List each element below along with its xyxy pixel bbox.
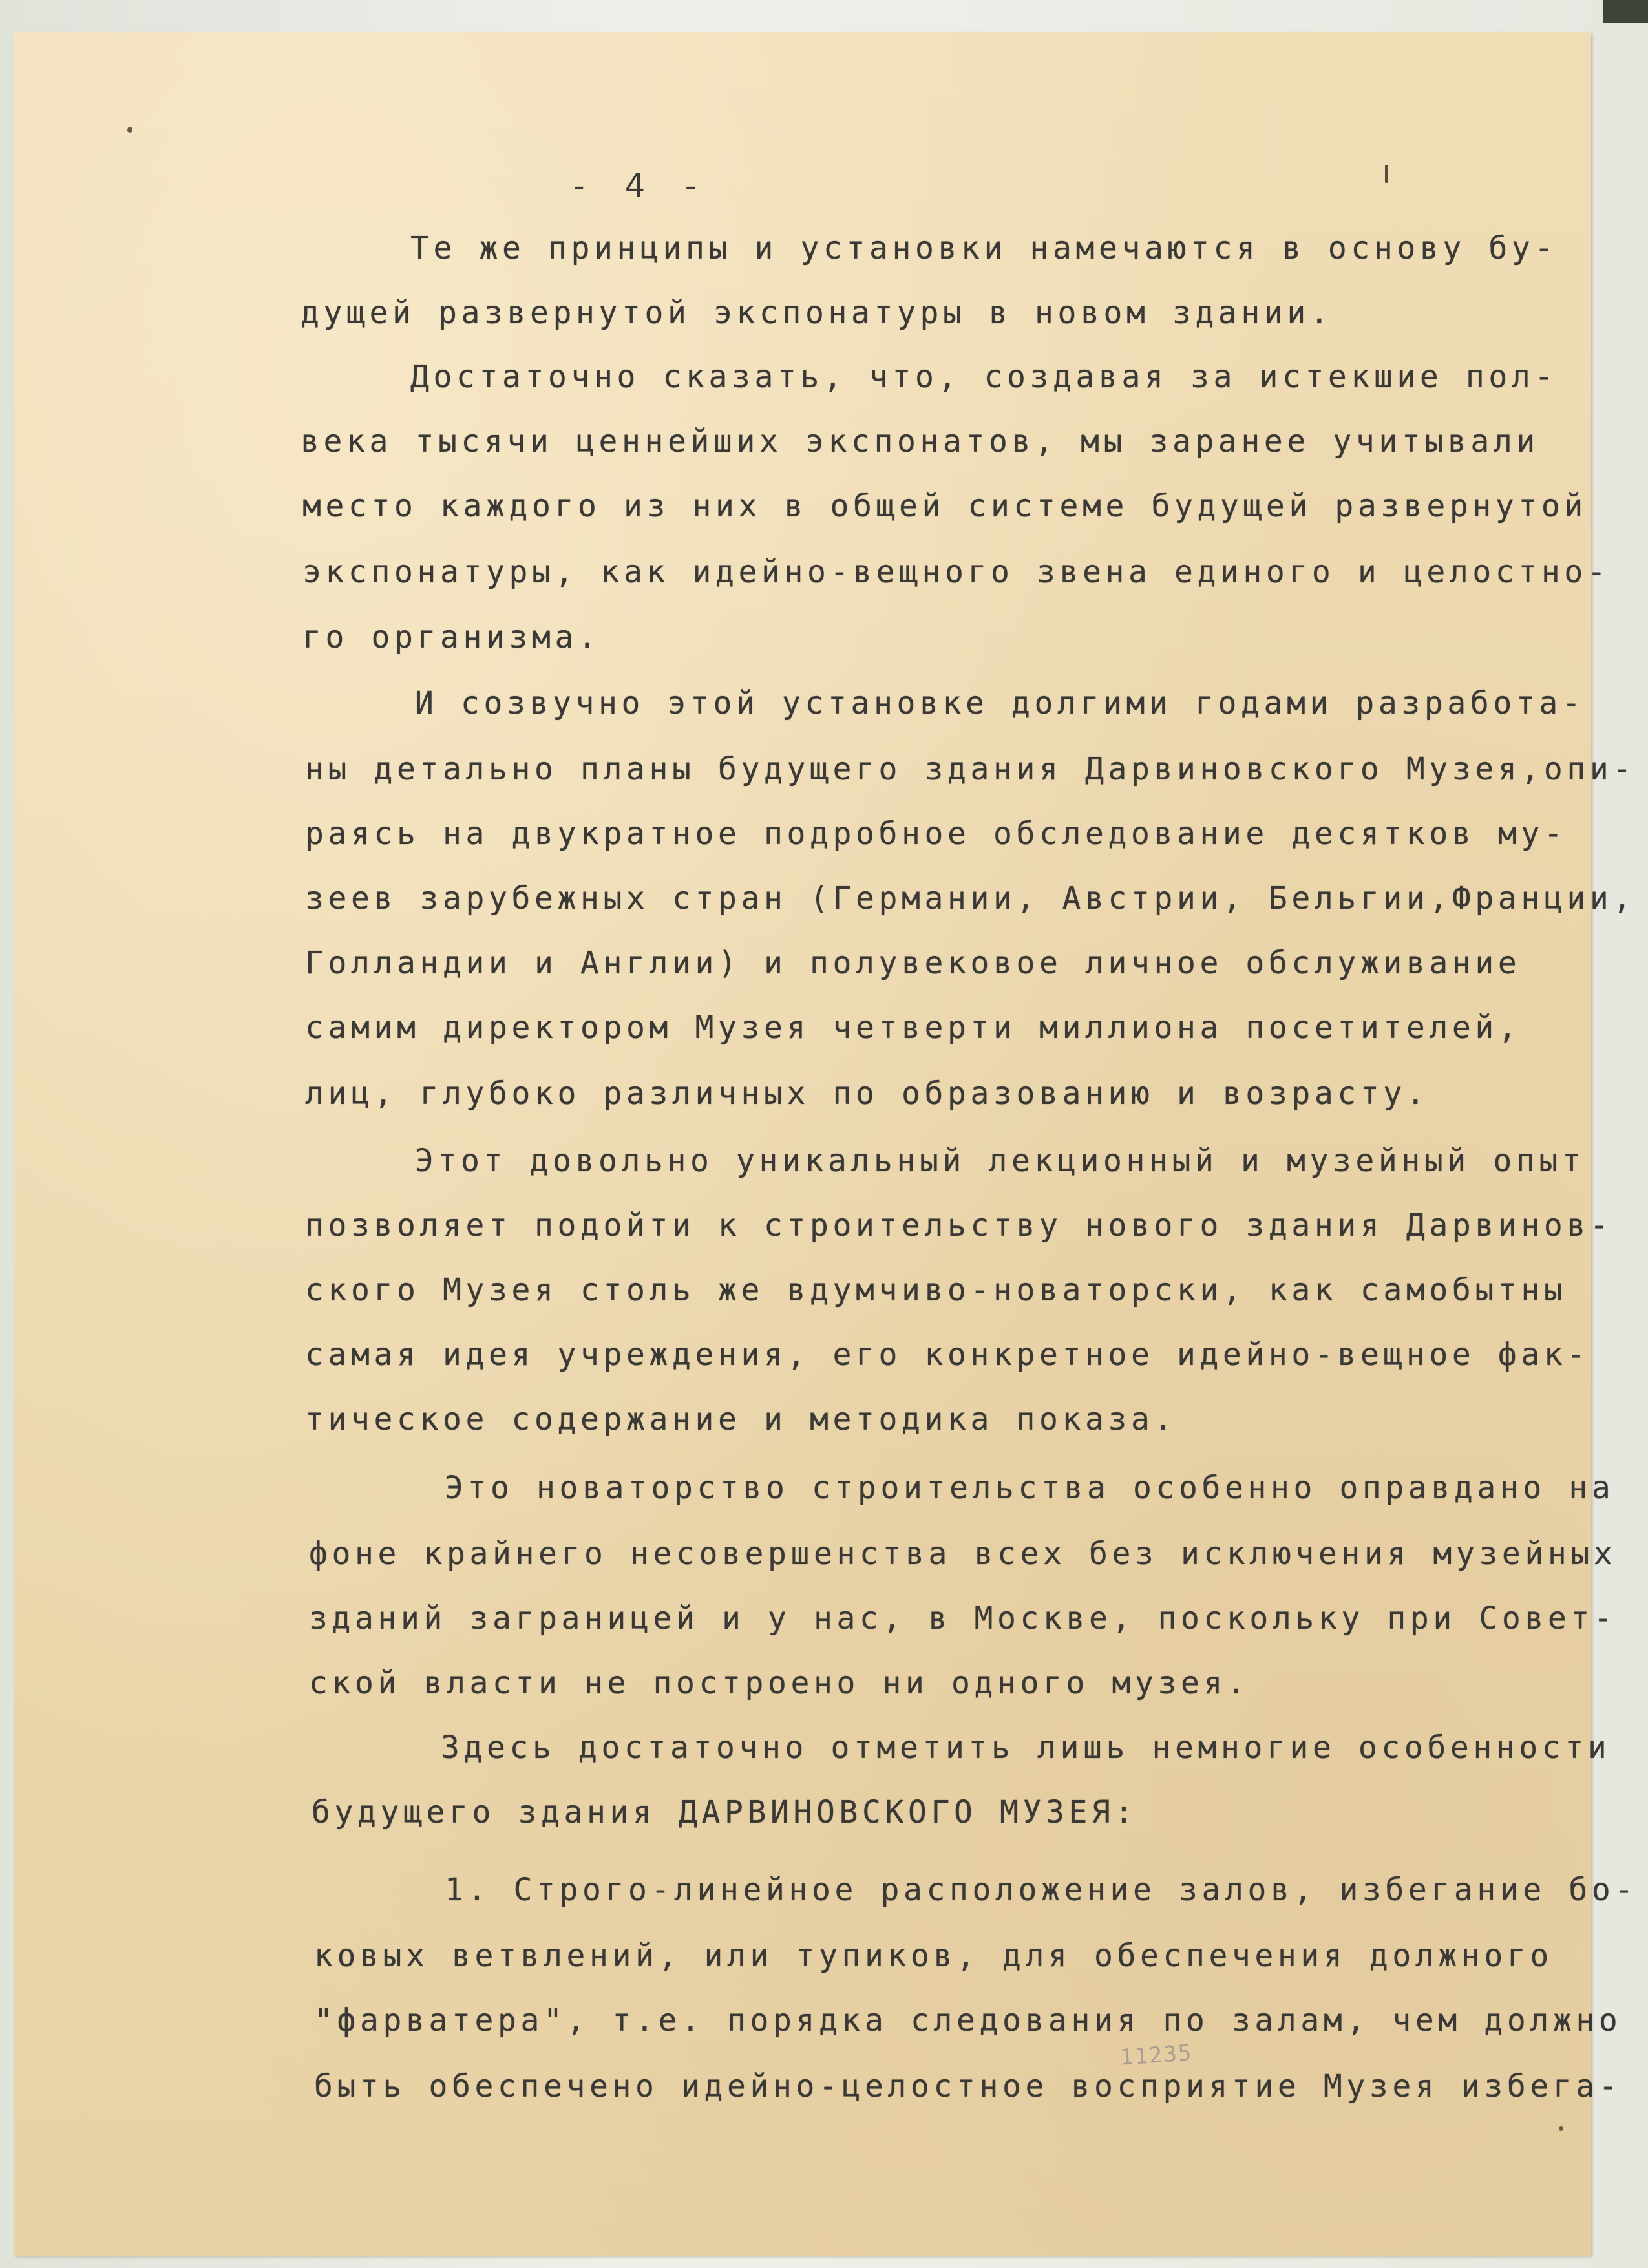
text-line: го организма.	[302, 619, 601, 655]
pen-mark	[1385, 165, 1388, 183]
text-line: ковых ветвлений, или тупиков, для обеспечения должного	[314, 1938, 1553, 1974]
text-line: экспонатуры, как идейно-вещного звена единого и целостно-	[302, 554, 1611, 590]
text-line: ской власти не построено ни одного музея.	[309, 1665, 1250, 1701]
text-line: 1. Строго-линейное расположение залов, избегание бо-	[445, 1872, 1638, 1908]
text-line: зеев зарубежных стран (Германии, Австрии, Бельгии,Франции,	[305, 880, 1636, 917]
text-line: тическое содержание и методика показа.	[305, 1401, 1177, 1437]
text-line: Здесь достаточно отметить лишь немногие особенности	[441, 1730, 1611, 1766]
text-line: Это новаторство строительства особенно оправдано на	[445, 1470, 1615, 1506]
text-line: Те же принципы и установки намечаются в основу бу-	[410, 230, 1558, 266]
text-line: И созвучно этой установке долгими годами разработа-	[415, 685, 1585, 721]
text-line: место каждого из них в общей системе будущей развернутой	[302, 488, 1587, 524]
text-line: самим директором Музея четверти миллиона посетителей,	[305, 1010, 1521, 1046]
text-line: ского Музея столь же вдумчиво-новаторски, как самобытны	[305, 1272, 1567, 1308]
text-line: раясь на двукратное подробное обследование десятков му-	[305, 816, 1567, 852]
text-line: лиц, глубоко различных по образованию и возрасту.	[305, 1076, 1430, 1112]
archive-stamp: 11235	[1119, 2040, 1194, 2071]
text-line: фоне крайнего несовершенства всех без исключения музейных	[309, 1536, 1617, 1572]
text-line: Голландии и Англии) и полувековое личное обслуживание	[305, 945, 1521, 981]
text-line: века тысячи ценнейших экспонатов, мы заранее учитывали	[301, 423, 1539, 460]
text-line: Этот довольно уникальный лекционный и музейный опыт	[415, 1143, 1585, 1179]
text-line: Достаточно сказать, что, создавая за истекшие пол-	[410, 359, 1558, 395]
text-line: ны детально планы будущего здания Дарвиновского Музея,опи-	[305, 751, 1636, 787]
text-line: позволяет подойти к строительству нового здания Дарвинов-	[305, 1207, 1613, 1244]
paper-speck	[1559, 2126, 1563, 2131]
text-line: дущей развернутой экспонатуры в новом здании.	[301, 295, 1333, 331]
page-number: - 4 -	[569, 167, 709, 206]
text-line: зданий заграницей и у нас, в Москве, поскольку при Совет-	[309, 1600, 1617, 1637]
scanner-edge	[1603, 0, 1648, 23]
paper-speck	[127, 127, 132, 133]
text-line: будущего здания ДАРВИНОВСКОГО МУЗЕЯ:	[312, 1794, 1137, 1830]
text-line: "фарватера", т.е. порядка следования по залам, чем должно	[314, 2002, 1622, 2039]
text-line: самая идея учреждения, его конкретное идейно-вещное фак-	[305, 1337, 1590, 1373]
text-line: быть обеспечено идейно-целостное восприятие Музея избега-	[314, 2068, 1622, 2104]
